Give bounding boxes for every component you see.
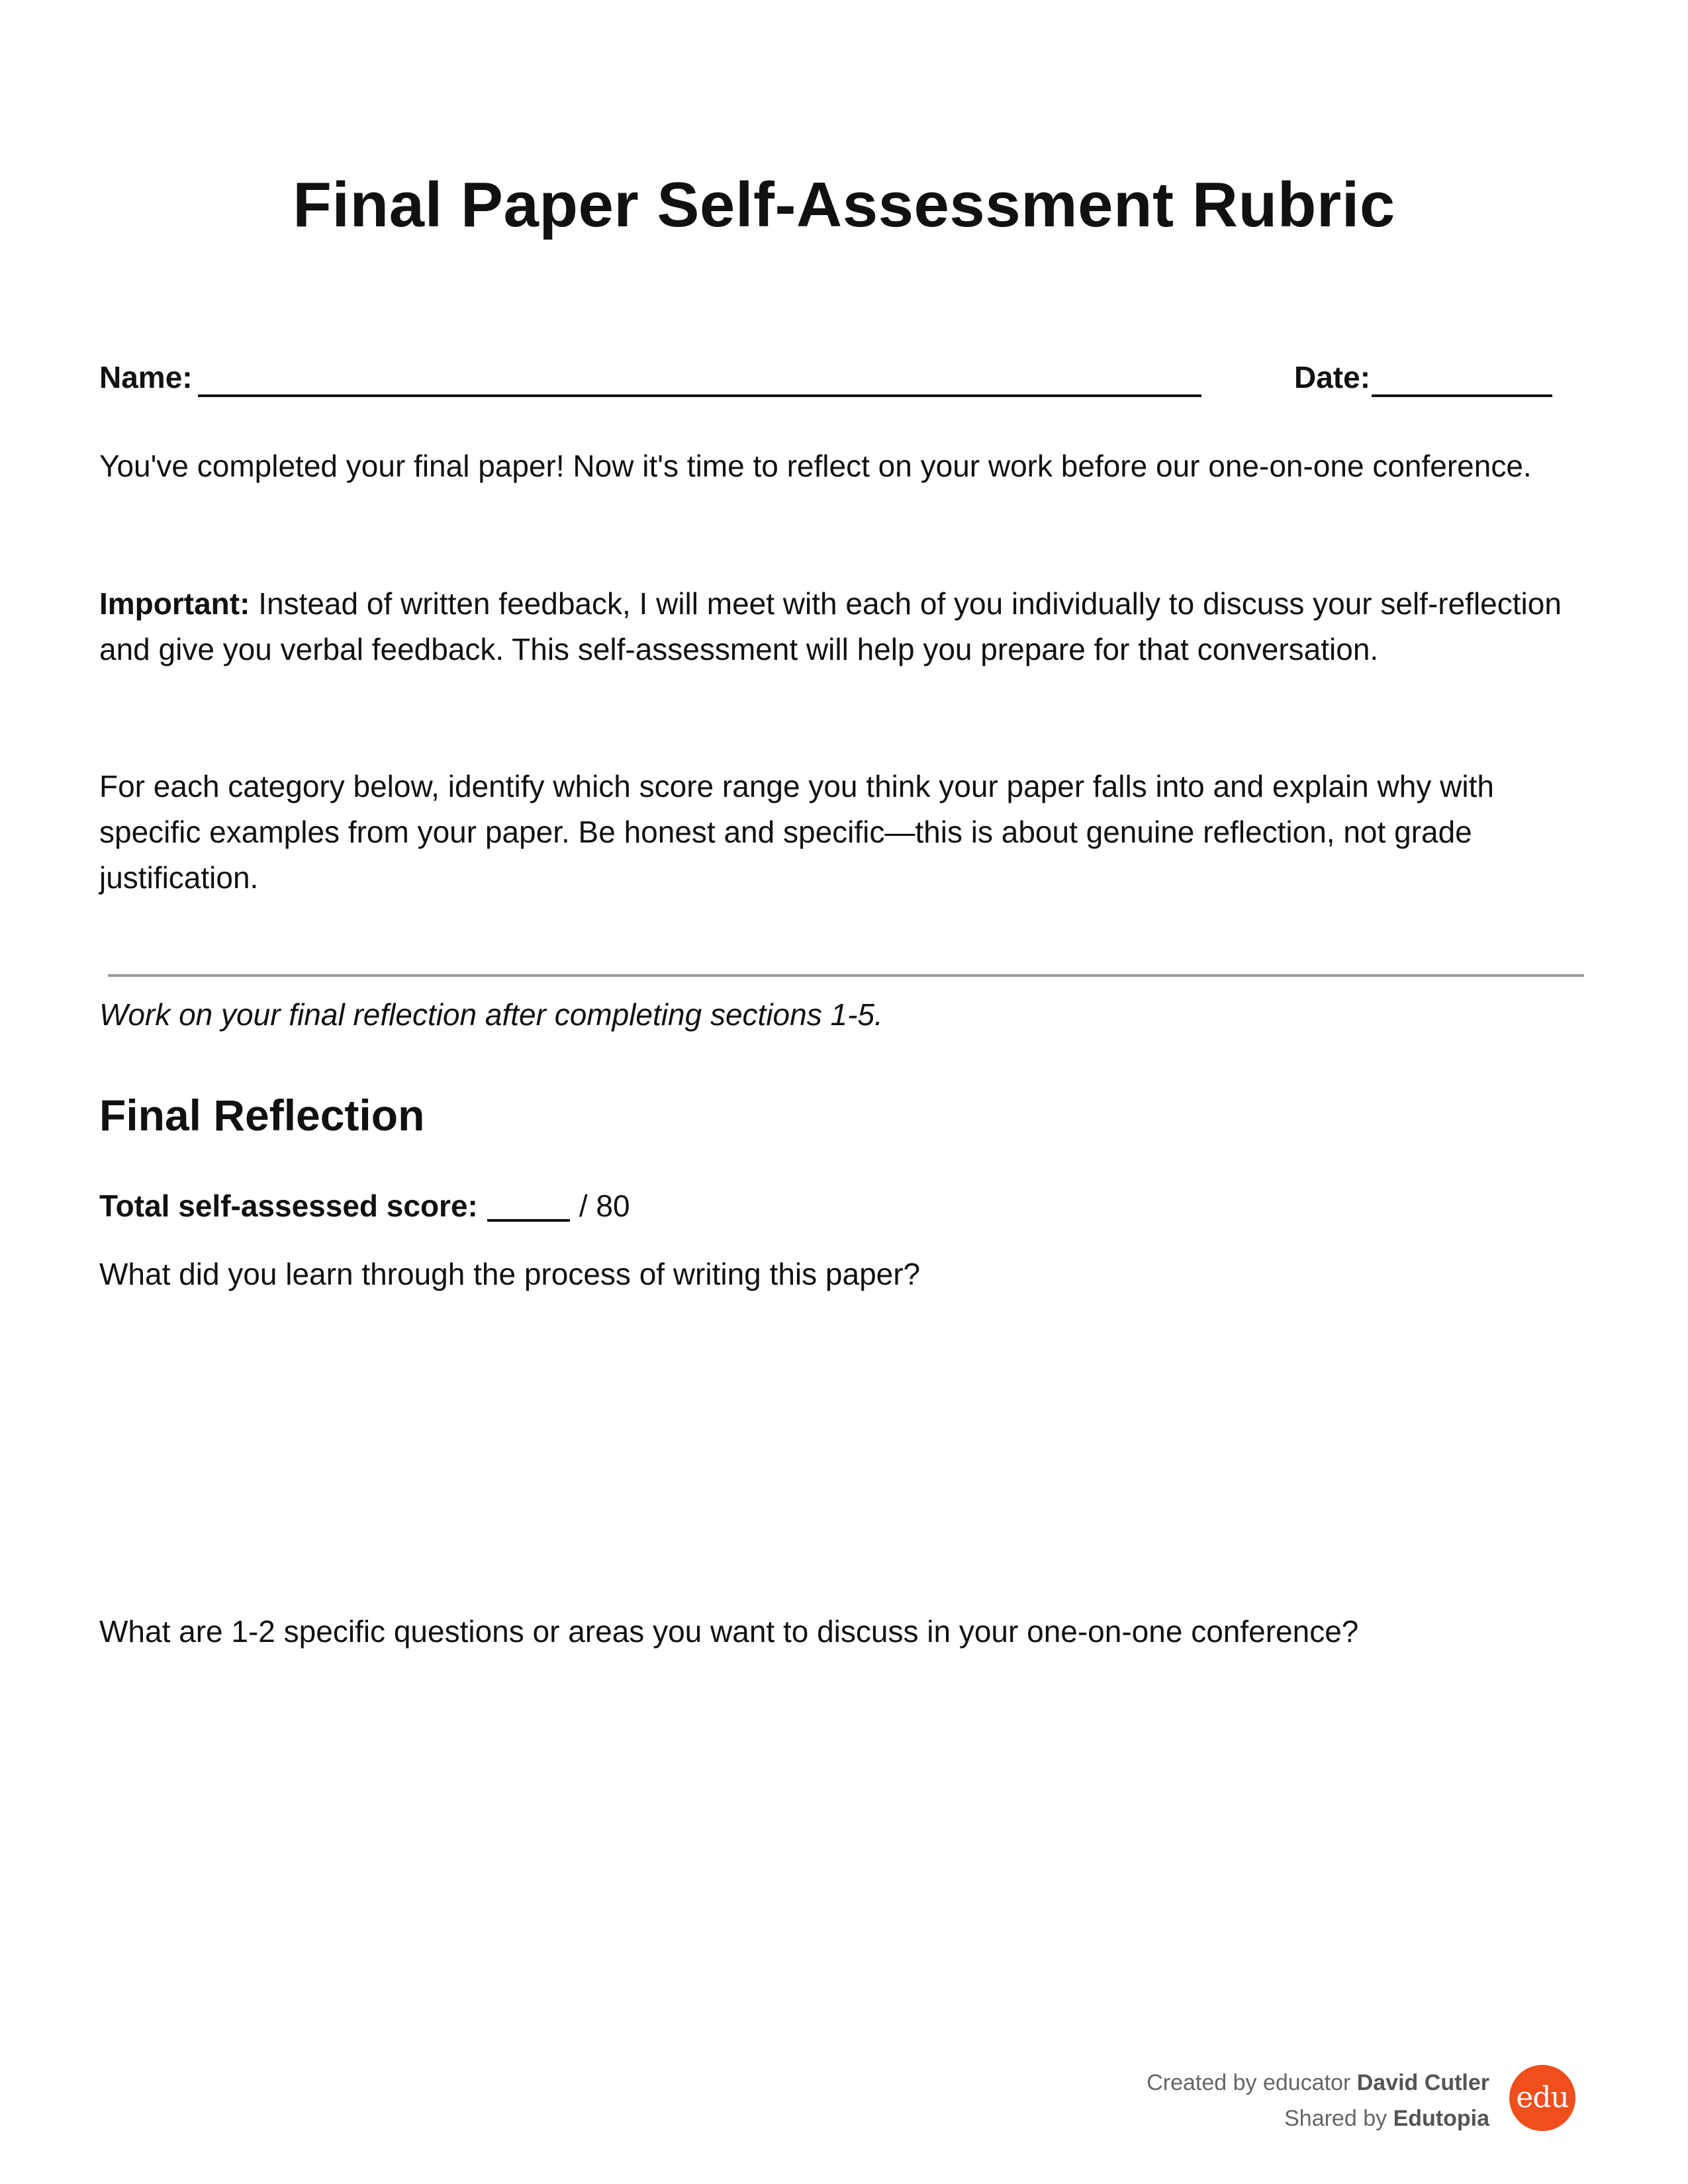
- reflection-note: Work on your final reflection after completing sections 1-5.: [99, 997, 883, 1032]
- important-paragraph: [99, 581, 1589, 672]
- footer-credits: [1147, 2065, 1489, 2136]
- section-divider: [108, 974, 1584, 977]
- important-label: Important:: [99, 586, 250, 621]
- created-by-line: [1147, 2065, 1489, 2101]
- reflection-question-1: What did you learn through the process of writing this paper?: [99, 1257, 921, 1291]
- score-total: / 80: [579, 1189, 630, 1223]
- name-blank-line[interactable]: [198, 363, 1201, 397]
- date-field[interactable]: [1294, 357, 1552, 397]
- score-label: Total self-assessed score:: [99, 1189, 478, 1223]
- date-label: Date:: [1294, 360, 1371, 394]
- edutopia-logo-icon: edu: [1509, 2065, 1575, 2131]
- section-heading: Final Reflection: [99, 1091, 425, 1140]
- important-text: Instead of written feedback, I will meet with each of you individually to discuss your self-reflection and give you verbal feedback. This self-assessment will help you prepare for that conversation.: [99, 586, 1562, 666]
- shared-prefix: Shared by: [1284, 2106, 1393, 2131]
- reflection-question-2: What are 1-2 specific questions or areas you want to discuss in your one-on-one conference?: [99, 1614, 1359, 1649]
- score-row: [99, 1185, 630, 1227]
- intro-paragraph: You've completed your final paper! Now it's time to reflect on your work before our one-on-one conference.: [99, 449, 1532, 483]
- creator-name: David Cutler: [1356, 2070, 1489, 2095]
- page-title: Final Paper Self-Assessment Rubric: [293, 169, 1395, 240]
- date-blank-line[interactable]: [1372, 363, 1552, 397]
- instructions-paragraph: For each category below, identify which score range you think your paper falls into and explain why with specific examples from your paper. Be honest and specific—this is about genuine reflection, not grade justification.: [99, 769, 1494, 895]
- score-blank-line[interactable]: [487, 1189, 570, 1222]
- created-prefix: Created by educator: [1147, 2070, 1357, 2095]
- shared-by-line: [1147, 2101, 1489, 2136]
- name-field[interactable]: [99, 357, 1201, 397]
- sharer-name: Edutopia: [1393, 2106, 1489, 2131]
- name-label: Name:: [99, 360, 193, 394]
